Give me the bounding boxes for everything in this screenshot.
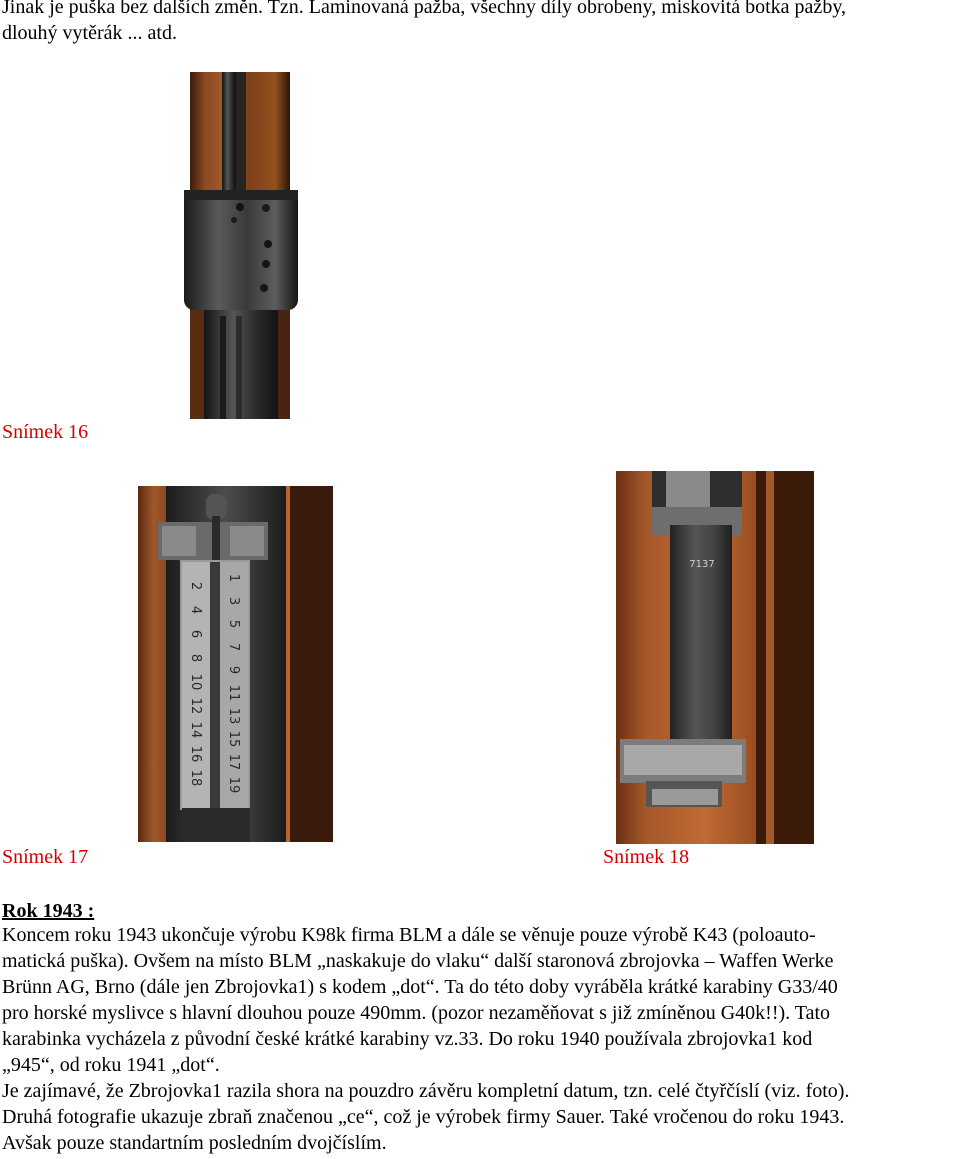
- sight-scale-mark: 7: [226, 642, 241, 652]
- sight-scale-mark: 15: [226, 730, 241, 748]
- body-line: „945“, od roku 1941 „dot“.: [2, 1054, 220, 1076]
- body-line: pro horské myslivce s hlavní dlouhou pouze 490mm. (pozor nezaměňovat s již zmíněnou G40k!!). Tato: [2, 1002, 831, 1024]
- sight-scale-mark: 1: [226, 573, 241, 583]
- section-heading: Rok 1943 :: [2, 900, 95, 922]
- body-line: karabinka vycházela z původní české krátké karabiny vz.33. Do roku 1940 používala zbrojovka1 kod: [2, 1028, 813, 1050]
- sight-base-photo: [616, 471, 814, 844]
- caption-photo-16: Snímek 16: [2, 421, 89, 443]
- sight-scale-mark: 16: [188, 745, 203, 763]
- body-line: matická puška). Ovšem na místo BLM „naskakuje do vlaku“ další staronová zbrojovka – Waffen Werke: [2, 950, 834, 972]
- intro-line-2: dlouhý vytěrák ... atd.: [2, 22, 177, 44]
- receiver-stamp: 7137: [689, 559, 715, 570]
- sight-scale-mark: 12: [188, 697, 203, 715]
- sight-scale-mark: 6: [188, 629, 203, 639]
- sight-scale-mark: 13: [226, 707, 241, 725]
- rifle-band-photo: [180, 72, 300, 419]
- sight-scale-mark: 17: [226, 753, 241, 771]
- caption-photo-17: Snímek 17: [2, 846, 89, 868]
- sight-scale-mark: 14: [188, 721, 203, 739]
- sight-scale-mark: 5: [226, 619, 241, 629]
- sight-scale-mark: 4: [188, 605, 203, 615]
- sight-scale-mark: 11: [226, 684, 241, 702]
- rear-sight-photo: [138, 486, 333, 842]
- sight-scale-mark: 9: [226, 665, 241, 675]
- body-line: Brünn AG, Brno (dále jen Zbrojovka1) s kodem „dot“. Ta do této doby vyráběla krátké karabiny G33/40: [2, 976, 838, 998]
- intro-line-1: Jinak je puška bez dalších změn. Tzn. Laminovaná pažba, všechny díly obrobeny, miskovitá botka pažby,: [2, 0, 847, 18]
- sight-scale-mark: 10: [188, 673, 203, 691]
- sight-scale-mark: 19: [226, 776, 241, 794]
- photo-17: [138, 486, 333, 842]
- photo-16: [180, 72, 300, 419]
- body-line: Je zajímavé, že Zbrojovka1 razila shora na pouzdro závěru kompletní datum, tzn. celé čtyřčíslí (viz. foto).: [2, 1080, 850, 1102]
- sight-scale-mark: 3: [226, 596, 241, 606]
- body-line: Avšak pouze standartním posledním dvojčíslím.: [2, 1132, 387, 1154]
- photo-18: [616, 471, 814, 844]
- sight-scale-mark: 2: [188, 581, 203, 591]
- caption-photo-18: Snímek 18: [603, 846, 690, 868]
- body-line: Druhá fotografie ukazuje zbraň značenou „ce“, což je výrobek firmy Sauer. Také vročenou do roku 1943.: [2, 1106, 845, 1128]
- body-line: Koncem roku 1943 ukončuje výrobu K98k firma BLM a dále se věnuje pouze výrobě K43 (poloauto-: [2, 924, 816, 946]
- sight-scale-mark: 18: [188, 769, 203, 787]
- section-body: [2, 922, 849, 1156]
- sight-scale-mark: 8: [188, 653, 203, 663]
